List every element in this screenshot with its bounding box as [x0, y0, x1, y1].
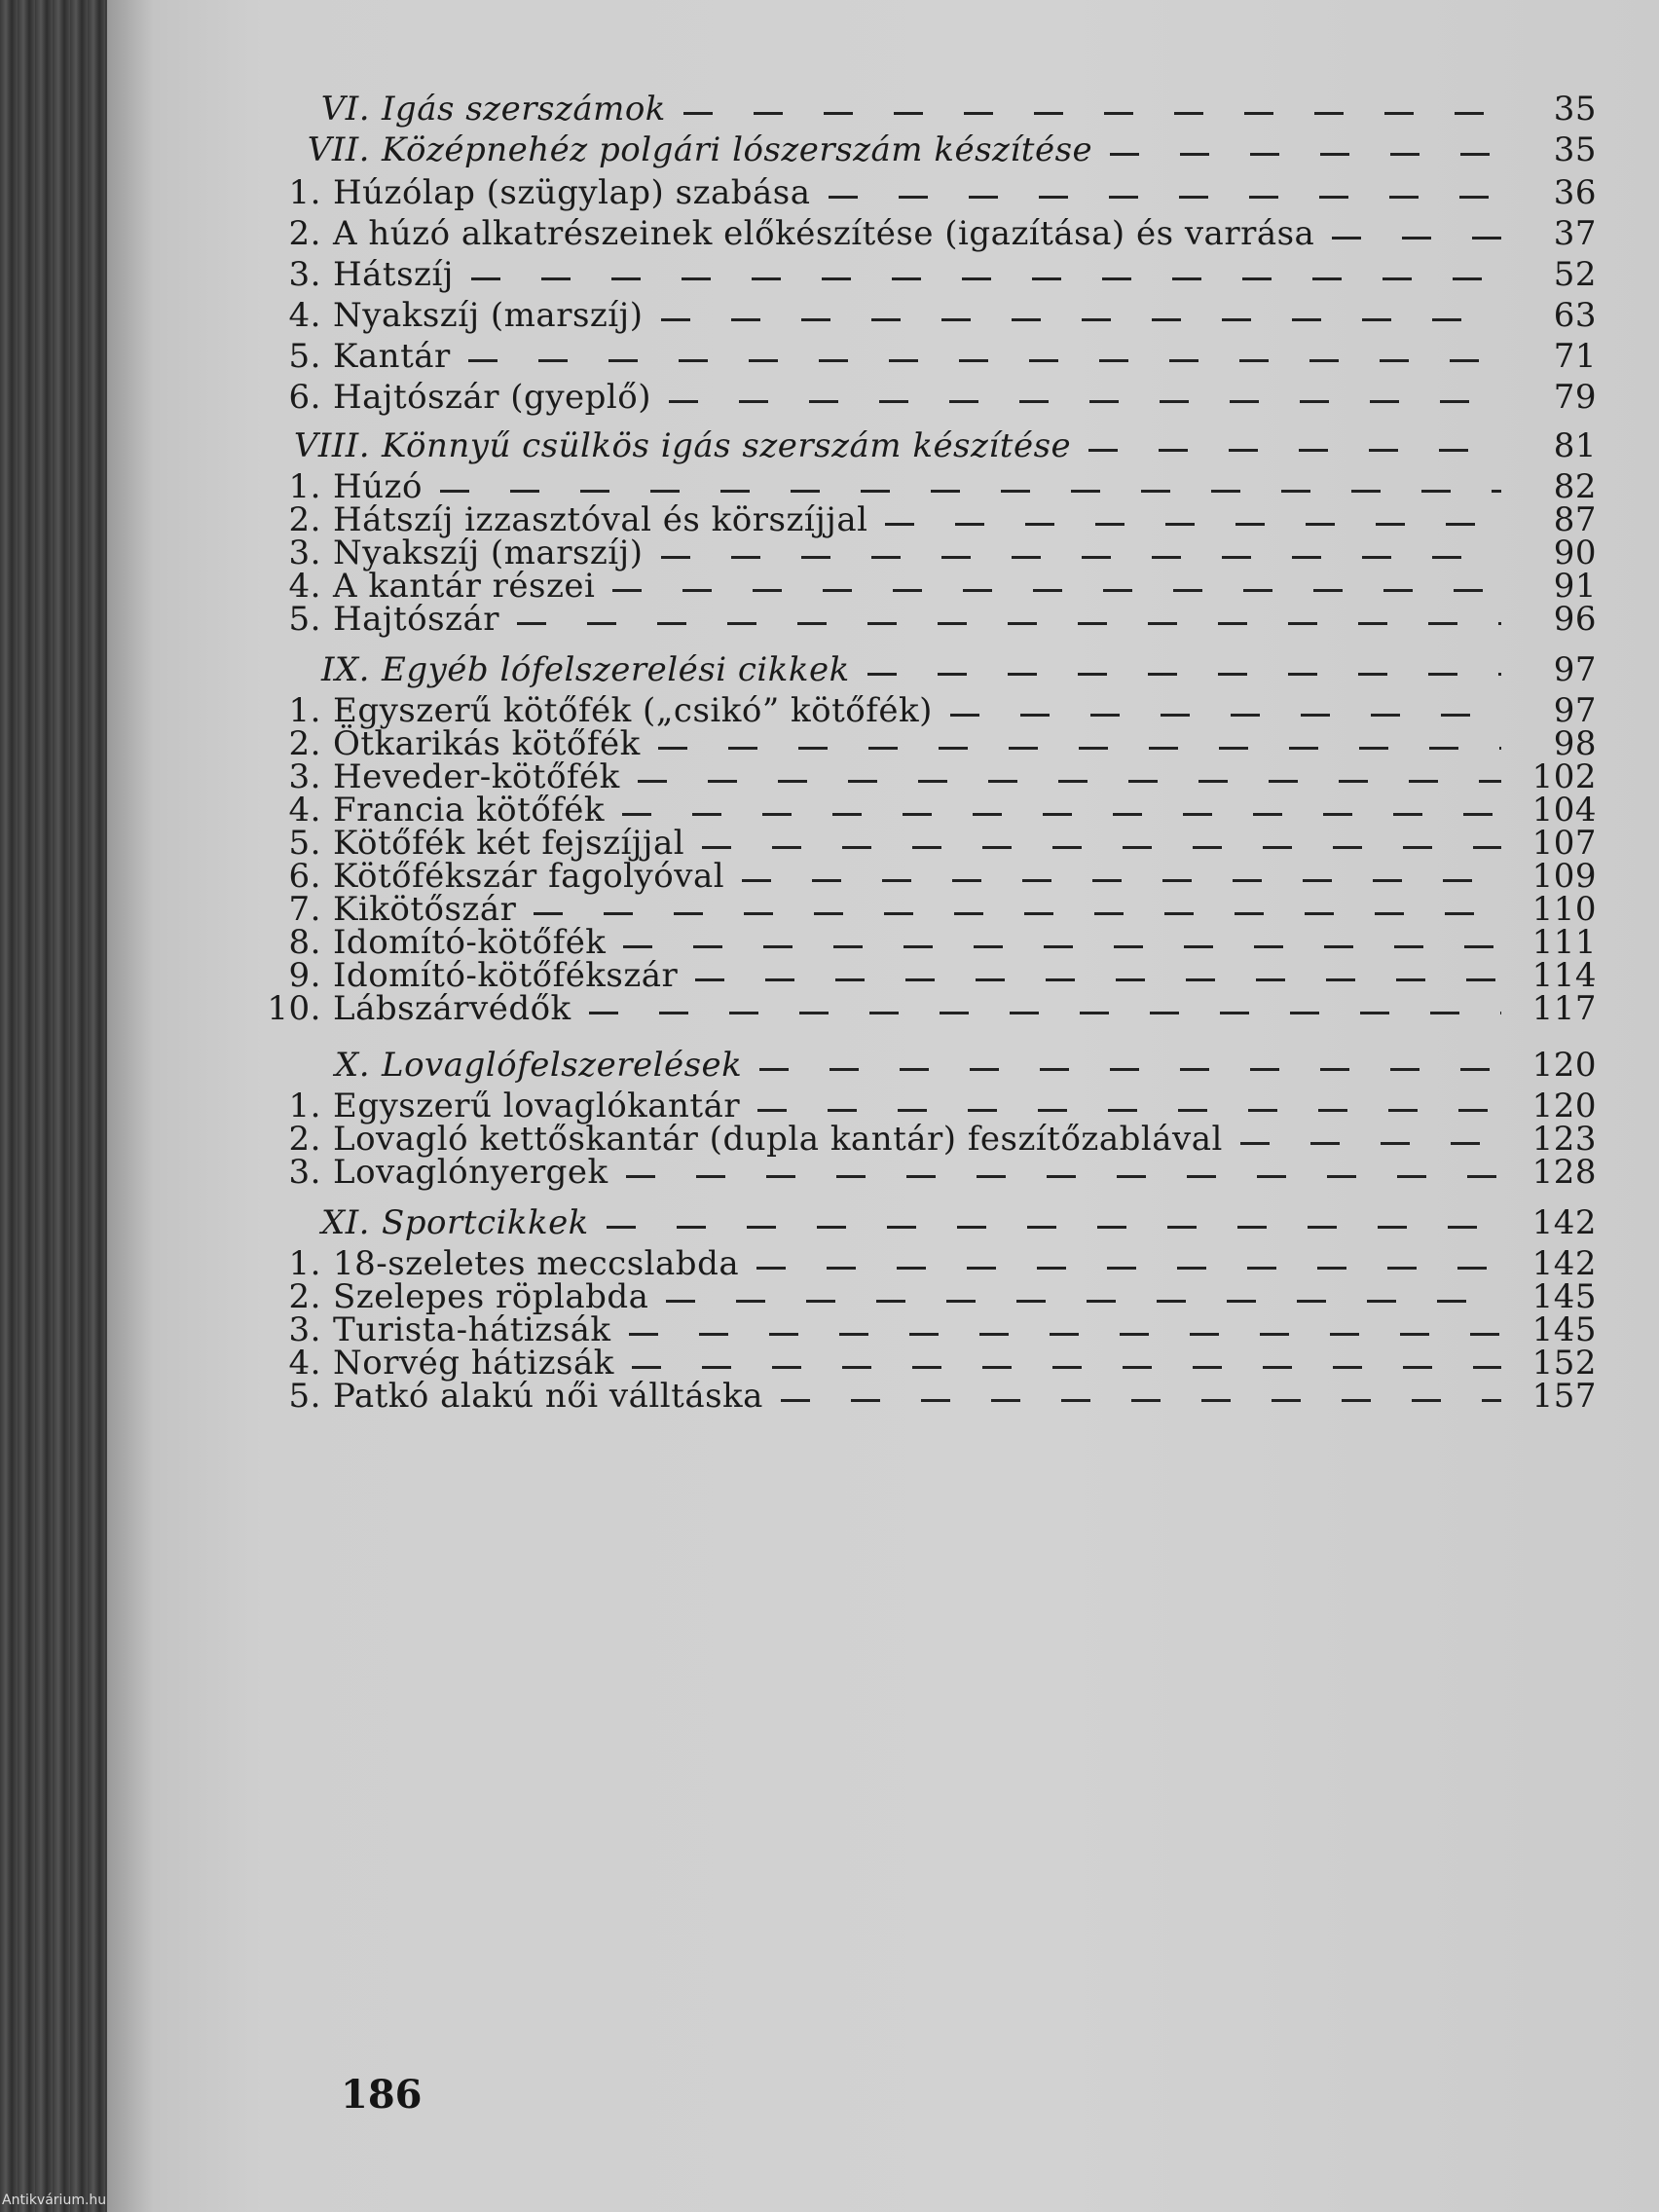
- item-number: 1.: [288, 691, 321, 730]
- item-number: 2.: [288, 1120, 321, 1159]
- item-page: 36: [1553, 173, 1597, 212]
- toc-item: [234, 974, 1597, 1028]
- item-number: 1.: [288, 173, 321, 212]
- item-number: 5.: [288, 824, 321, 863]
- item-page: 128: [1531, 1153, 1597, 1192]
- item-title: Egyszerű kötőfék („csikó” kötőfék): [333, 691, 933, 730]
- section-number: X.: [334, 1046, 370, 1085]
- item-number: 2.: [288, 500, 321, 539]
- item-number: 3.: [288, 534, 321, 572]
- item-title: Húzó: [333, 467, 423, 506]
- item-page: 82: [1553, 467, 1597, 506]
- section-title: Sportcikkek: [382, 1203, 589, 1242]
- item-title: A húzó alkatrészeinek előkészítése (igazítása) és varrása: [333, 214, 1315, 253]
- item-title: Turista-hátizsák: [333, 1310, 611, 1349]
- item-title: A kantár részei: [333, 567, 596, 606]
- item-title: Nyakszíj (marszíj): [333, 296, 644, 335]
- item-number: 5.: [288, 1377, 321, 1416]
- item-title: Kantár: [333, 337, 451, 376]
- item-number: 7.: [288, 890, 321, 929]
- dash-leader: [781, 1399, 1501, 1402]
- item-number: 4.: [288, 567, 321, 606]
- item-number: 9.: [288, 956, 321, 995]
- book-spine: [0, 0, 107, 2212]
- section-page: 81: [1553, 426, 1597, 465]
- item-number: 4.: [288, 1344, 321, 1382]
- item-number: 5.: [288, 600, 321, 639]
- item-page: 145: [1531, 1277, 1597, 1316]
- item-title: Kikötőszár: [333, 890, 517, 929]
- toc-item: [234, 1361, 1597, 1416]
- item-number: 3.: [288, 757, 321, 796]
- item-page: 111: [1531, 923, 1597, 962]
- dash-leader: [517, 622, 1501, 625]
- dash-leader: [1110, 153, 1501, 156]
- item-title: Hajtószár: [333, 600, 499, 639]
- item-title: Lovaglónyergek: [333, 1153, 608, 1192]
- toc-item: [234, 1137, 1597, 1192]
- item-number: 2.: [288, 724, 321, 763]
- item-page: 123: [1531, 1120, 1597, 1159]
- book-page: [107, 0, 1659, 2212]
- toc-item: [234, 584, 1597, 639]
- section-number: VI.: [320, 90, 370, 129]
- page-number: 186: [341, 2072, 423, 2118]
- section-number: VII.: [307, 130, 370, 169]
- item-number: 4.: [288, 791, 321, 830]
- item-number: 4.: [288, 296, 321, 335]
- item-number: 3.: [288, 1310, 321, 1349]
- section-number: VIII.: [293, 426, 370, 465]
- item-number: 10.: [267, 989, 321, 1028]
- item-number: 1.: [288, 1087, 321, 1125]
- item-page: 52: [1553, 255, 1597, 294]
- item-title: Norvég hátizsák: [333, 1344, 614, 1382]
- item-number: 1.: [288, 467, 321, 506]
- item-title: Hátszíj: [333, 255, 454, 294]
- item-page: 90: [1553, 534, 1597, 572]
- item-number: 2.: [288, 214, 321, 253]
- item-title: Hátszíj izzasztóval és körszíjjal: [333, 500, 868, 539]
- item-page: 114: [1531, 956, 1597, 995]
- item-number: 6.: [288, 378, 321, 417]
- item-title: Húzólap (szügylap) szabása: [333, 173, 811, 212]
- section-number: XI.: [321, 1203, 370, 1242]
- item-number: 1.: [288, 1244, 321, 1283]
- section-page: 97: [1553, 650, 1597, 689]
- item-page: 152: [1531, 1344, 1597, 1382]
- item-page: 120: [1531, 1087, 1597, 1125]
- section-page: 120: [1531, 1046, 1597, 1085]
- item-title: Patkó alakú női válltáska: [333, 1377, 763, 1416]
- section-page: 35: [1553, 90, 1597, 129]
- toc-item: [234, 362, 1597, 417]
- section-page: 35: [1553, 130, 1597, 169]
- section-title: Lovaglófelszerelések: [382, 1046, 743, 1085]
- item-title: Hajtószár (gyeplő): [333, 378, 652, 417]
- item-title: Kötőfékszár fagolyóval: [333, 857, 725, 896]
- item-page: 96: [1553, 600, 1597, 639]
- item-title: Szelepes röplabda: [333, 1277, 649, 1316]
- item-title: 18-szeletes meccslabda: [333, 1244, 740, 1283]
- item-number: 8.: [288, 923, 321, 962]
- item-title: Lábszárvédők: [333, 989, 571, 1028]
- item-page: 63: [1553, 296, 1597, 335]
- item-number: 2.: [288, 1277, 321, 1316]
- item-title: Ötkarikás kötőfék: [333, 724, 641, 763]
- item-page: 102: [1531, 757, 1597, 796]
- item-page: 71: [1553, 337, 1597, 376]
- item-page: 97: [1553, 691, 1597, 730]
- item-title: Francia kötőfék: [333, 791, 606, 830]
- item-title: Kötőfék két fejszíjjal: [333, 824, 685, 863]
- section-page: 142: [1531, 1203, 1597, 1242]
- item-page: 157: [1531, 1377, 1597, 1416]
- table-of-contents: [107, 0, 1659, 2212]
- item-title: Nyakszíj (marszíj): [333, 534, 644, 572]
- section-title: Igás szerszámok: [382, 90, 666, 129]
- dash-leader: [589, 1012, 1501, 1014]
- item-number: 3.: [288, 1153, 321, 1192]
- item-number: 5.: [288, 337, 321, 376]
- item-page: 104: [1531, 791, 1597, 830]
- item-page: 110: [1531, 890, 1597, 929]
- item-page: 107: [1531, 824, 1597, 863]
- item-page: 91: [1553, 567, 1597, 606]
- item-title: Heveder-kötőfék: [333, 757, 620, 796]
- item-page: 98: [1553, 724, 1597, 763]
- item-page: 109: [1531, 857, 1597, 896]
- section-title: Könnyű csülkös igás szerszám készítése: [382, 426, 1072, 465]
- item-title: Idomító-kötőfékszár: [333, 956, 679, 995]
- item-page: 117: [1531, 989, 1597, 1028]
- item-page: 142: [1531, 1244, 1597, 1283]
- section-number: IX.: [321, 650, 370, 689]
- dash-leader: [669, 400, 1501, 403]
- item-title: Egyszerű lovaglókantár: [333, 1087, 741, 1125]
- dash-leader: [626, 1175, 1501, 1178]
- section-title: Középnehéz polgári lószerszám készítése: [382, 130, 1093, 169]
- item-page: 87: [1553, 500, 1597, 539]
- item-number: 6.: [288, 857, 321, 896]
- section-title: Egyéb lófelszerelési cikkek: [382, 650, 850, 689]
- item-page: 79: [1553, 378, 1597, 417]
- item-title: Lovagló kettőskantár (dupla kantár) feszítőzablával: [333, 1120, 1223, 1159]
- item-number: 3.: [288, 255, 321, 294]
- item-page: 145: [1531, 1310, 1597, 1349]
- item-page: 37: [1553, 214, 1597, 253]
- watermark: Antikvárium.hu: [2, 2193, 107, 2208]
- item-title: Idomító-kötőfék: [333, 923, 607, 962]
